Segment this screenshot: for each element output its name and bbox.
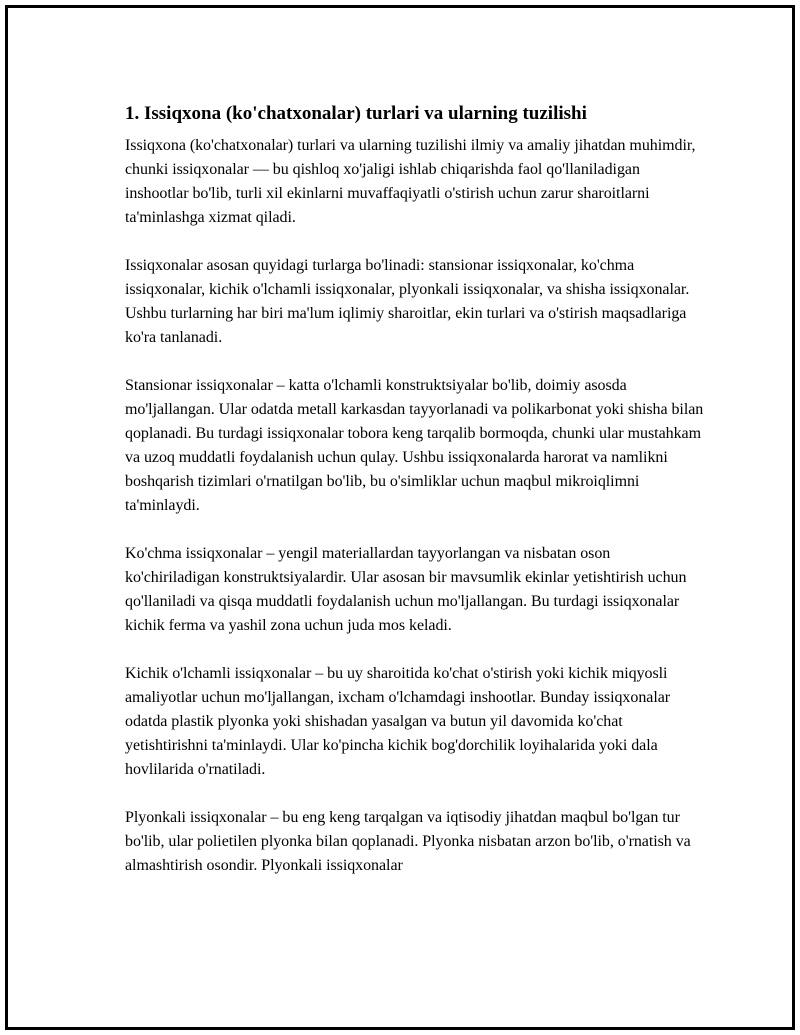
stationary-greenhouses-paragraph: Stansionar issiqxonalar – katta o'lchamli konstruktsiyalar bo'lib, doimiy asosda mo'ljallangan. Ular odatda metall karkasdan tayyorlanadi va polikarbonat yoki shisha bilan qoplanadi. Bu turdagi issiqxonalar tobora keng tarqalib bormoqda, chunki ular mustahkam va uzoq muddatli foydalanish uchun qulay. Ushbu issiqxonalarda harorat va namlikni boshqarish tizimlari o'rnatilgan bo'lib, bu o'simliklar uchun maqbul mikroiqlimni ta'minlaydi. — [125, 377, 704, 514]
small-greenhouses-paragraph: Kichik o'lchamli issiqxonalar – bu uy sharoitida ko'chat o'stirish yoki kichik miqyosli amaliyotlar uchun mo'ljallangan, ixcham o'lchamdagi inshootlar. Bunday issiqxonalar odatda plastik plyonka yoki shishadan yasalgan va butun yil davomida ko'chat yetishtirishni ta'minlaydi. Ular ko'pincha kichik bog'dorchilik loyihalarida yoki dala hovlilarida o'rnatiladi. — [125, 665, 671, 778]
portable-greenhouses-paragraph: Ko'chma issiqxonalar – yengil materiallardan tayyorlangan va nisbatan oson ko'chiriladigan konstruktsiyalardir. Ular asosan bir mavsumlik ekinlar yetishtirish uchun qo'llaniladi va qisqa muddatli foydalanish uchun mo'ljallangan. Bu turdagi issiqxonalar kichik ferma va yashil zona uchun juda mos keladi. — [125, 545, 687, 634]
intro-paragraph: Issiqxona (ko'chatxonalar) turlari va ularning tuzilishi ilmiy va amaliy jihatdan muhimdir, chunki issiqxonalar — bu qishloq xo'jaligi ishlab chiqarishda faol qo'llaniladigan inshootlar bo'lib, turli xil ekinlarni muvaffaqiyatli o'stirish uchun zarur sharoitlarni ta'minlashga xizmat qiladi. — [125, 137, 696, 226]
page-frame — [5, 5, 795, 1030]
film-greenhouses-paragraph: Plyonkali issiqxonalar – bu eng keng tarqalgan va iqtisodiy jihatdan maqbul bo'lgan tur bo'lib, ular polietilen plyonka bilan qoplanadi. Plyonka nisbatan arzon bo'lib, o'rnatish va almashtirish osondir. Plyonkali issiqxonalar — [125, 809, 691, 874]
document-title: 1. Issiqxona (ko'chatxonalar) turlari va ularning tuzilishi — [125, 103, 587, 124]
types-overview-paragraph: Issiqxonalar asosan quyidagi turlarga bo'linadi: stansionar issiqxonalar, ko'chma issiqxonalar, kichik o'lchamli issiqxonalar, plyonkali issiqxonalar, va shisha issiqxonalar. Ushbu turlarning har biri ma'lum iqlimiy sharoitlar, ekin turlari va o'stirish maqsadlariga ko'ra tanlanadi. — [125, 257, 690, 346]
document-body — [125, 102, 705, 878]
